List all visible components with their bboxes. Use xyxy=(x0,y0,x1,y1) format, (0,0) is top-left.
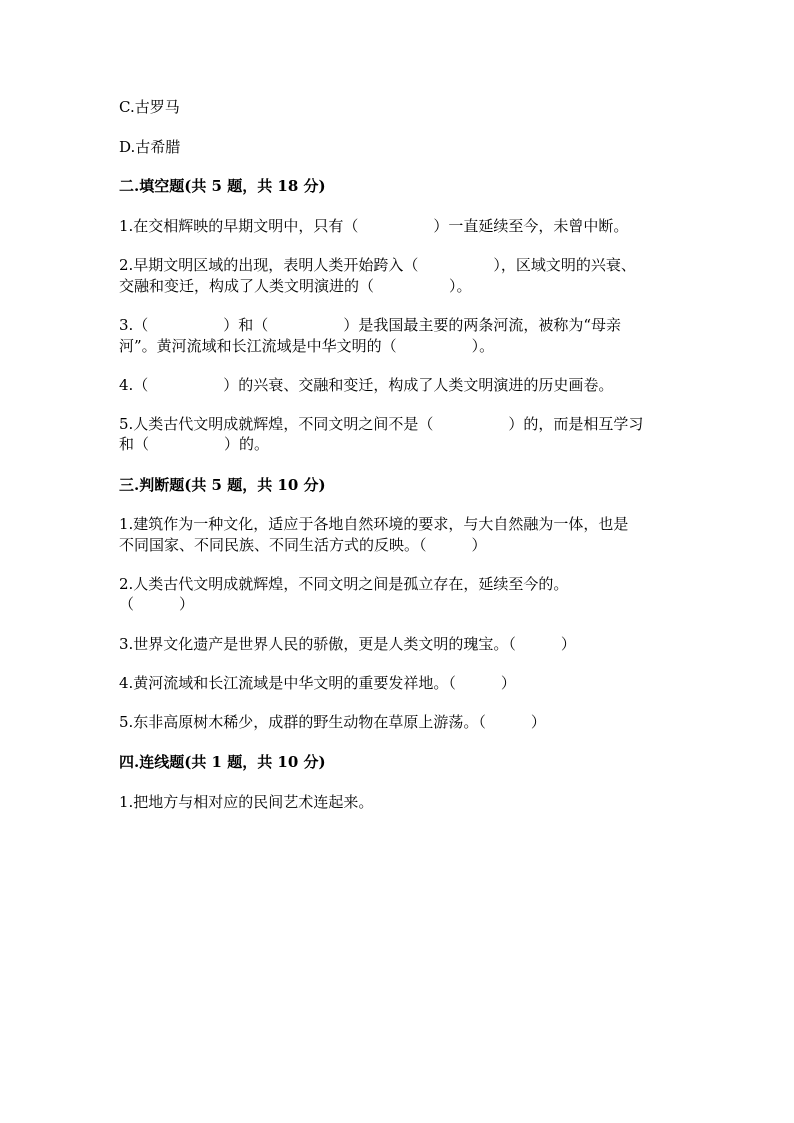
option-c: C.古罗马 xyxy=(119,98,180,116)
section-true-false-title: 三.判断题(共 5 题，共 10 分) xyxy=(119,476,326,494)
fill-blank-question-3-line-1: 3.（ ）和（ ）是我国最主要的两条河流，被称为“母亲 xyxy=(119,316,621,334)
true-false-question-5: 5.东非高原树木稀少，成群的野生动物在草原上游荡。（ ） xyxy=(119,713,546,731)
matching-question-1: 1.把地方与相对应的民间艺术连起来。 xyxy=(119,793,374,811)
fill-blank-question-4: 4.（ ）的兴衰、交融和变迁，构成了人类文明演进的历史画卷。 xyxy=(119,376,614,394)
fill-blank-question-3-line-2: 河”。黄河流域和长江流域是中华文明的（ ）。 xyxy=(119,337,495,355)
option-d: D.古希腊 xyxy=(119,138,181,156)
true-false-question-4: 4.黄河流域和长江流域是中华文明的重要发祥地。（ ） xyxy=(119,674,516,692)
true-false-question-1-line-2: 不同国家、不同民族、不同生活方式的反映。（ ） xyxy=(119,536,487,554)
true-false-question-2-line-1: 2.人类古代文明成就辉煌，不同文明之间是孤立存在，延续至今的。 xyxy=(119,575,569,593)
fill-blank-question-2-line-2: 交融和变迁，构成了人类文明演进的（ ）。 xyxy=(119,277,472,295)
fill-blank-question-2-line-1: 2.早期文明区域的出现，表明人类开始跨入（ ），区域文明的兴衰、 xyxy=(119,256,636,274)
fill-blank-question-5-line-2: 和（ ）的。 xyxy=(119,435,270,453)
true-false-question-1-line-1: 1.建筑作为一种文化，适应于各地自然环境的要求，与大自然融为一体，也是 xyxy=(119,515,629,533)
section-fill-blank-title: 二.填空题(共 5 题，共 18 分) xyxy=(119,177,326,195)
fill-blank-question-5-line-1: 5.人类古代文明成就辉煌，不同文明之间不是（ ）的，而是相互学习 xyxy=(119,415,644,433)
true-false-question-2-line-2: （ ） xyxy=(119,595,195,613)
true-false-question-3: 3.世界文化遗产是世界人民的骄傲，更是人类文明的瑰宝。（ ） xyxy=(119,635,576,653)
fill-blank-question-1: 1.在交相辉映的早期文明中，只有（ ）一直延续至今，未曾中断。 xyxy=(119,217,629,235)
section-matching-title: 四.连线题(共 1 题，共 10 分) xyxy=(119,753,326,771)
